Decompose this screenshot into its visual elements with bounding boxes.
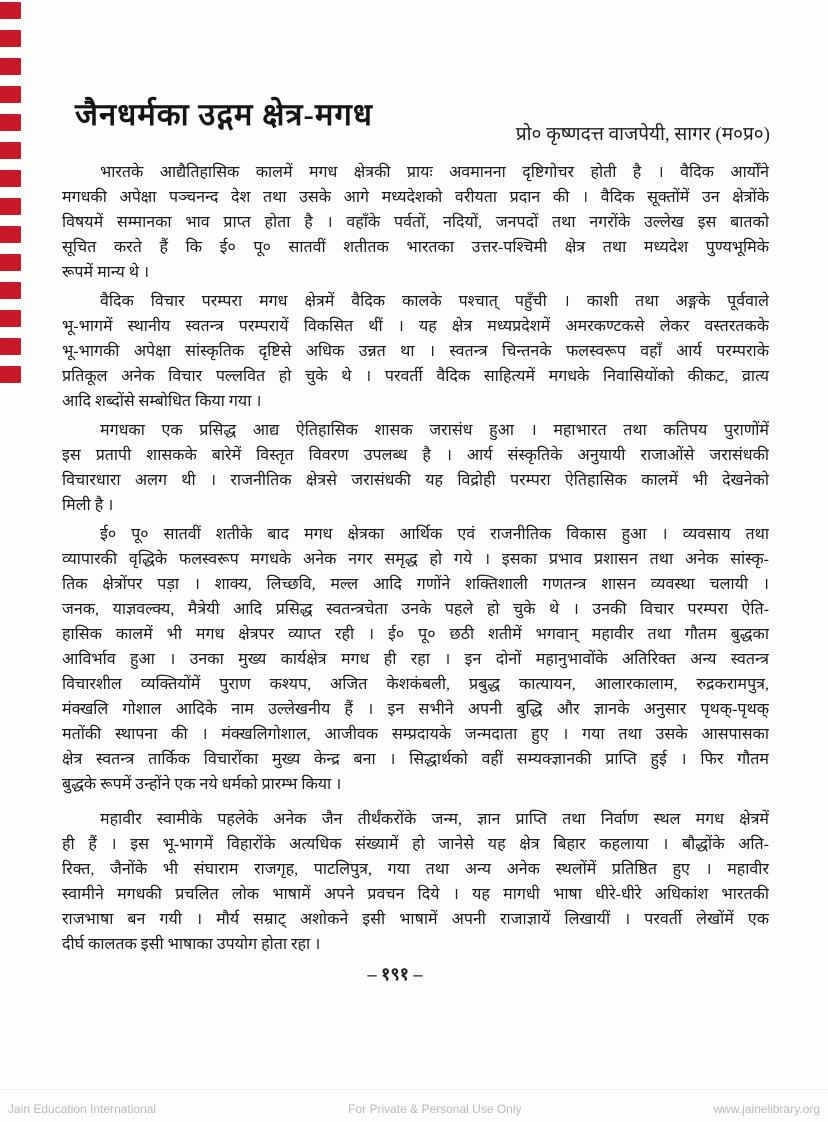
text-line: राजभाषा बन गयी । मौर्य सम्राट् अशोकने इसी भाषामें अपनी राजाज्ञायें लिखायीं । परवर्ती लेखोंमें एक [62, 911, 769, 928]
red-film-strip-marks [0, 2, 21, 383]
red-film-mark [0, 198, 21, 215]
footer-usage-note: For Private & Personal Use Only [348, 1102, 522, 1116]
red-film-mark [0, 58, 21, 75]
red-film-mark [0, 254, 21, 271]
paragraph [62, 522, 769, 797]
text-line: मिली है । [62, 497, 114, 514]
text-line: बुद्धके रूपमें उन्होंने एक नये धर्मको प्रारम्भ किया । [62, 776, 342, 793]
text-line: ई० पू० सातवीं शतीके बाद मगध क्षेत्रका आर्थिक एवं राजनीतिक विकास हुआ । व्यवसाय तथा [100, 526, 769, 543]
footer-publisher: Jain Education International [8, 1102, 157, 1116]
text-line: ही हैं । इस भू-भागमें विहारोंके अत्यधिक संख्यामें हो जानेसे यह क्षेत्र बिहार कहलाया । बौद्धोंके अति- [62, 836, 769, 853]
red-film-mark [0, 282, 21, 299]
page-number: – १९१ – [367, 964, 423, 984]
paragraph [62, 289, 769, 414]
text-line: मगधका एक प्रसिद्ध आद्य ऐतिहासिक शासक जरासंध हुआ । महाभारत तथा कतिपय पुराणोंमें [100, 422, 769, 439]
red-film-mark [0, 86, 21, 103]
paragraph [62, 418, 769, 518]
text-line: भू-भागमें स्थानीय स्वतन्त्र परम्परायें विकसित थीं । यह क्षेत्र मध्यप्रदेशमें अमरकण्टकसे लेकर वस्तरतकके [62, 318, 769, 335]
text-line: रिक्त, जैनोंके भी संघाराम राजगृह, पाटलिपुत्र, गया तथा अन्य अनेक स्थलोंमें प्रतिष्ठित हुए । महावीर [62, 861, 769, 878]
text-line: वैदिक विचार परम्परा मगध क्षेत्रमें वैदिक कालके पश्चात् पहुँची । काशी तथा अङ्गके पूर्ववाले [100, 293, 769, 310]
author-byline: प्रो० कृष्णदत्त वाजपेयी, सागर (म०प्र०) [515, 124, 770, 145]
red-film-mark [0, 366, 21, 383]
text-line: तिक क्षेत्रोंपर पड़ा । शाक्य, लिच्छवि, मल्ल आदि गणोंने शक्तिशाली गणतन्त्र शासन व्यवस्था चलायी । [62, 576, 769, 593]
text-line: मंक्खलि गोशाल आदिके नाम उल्लेखनीय हैं । इन सभीने अपनी बुद्धि और ज्ञानके अनुसार पृथक्-पृथक् [62, 701, 769, 718]
text-line: भू-भागकी अपेक्षा सांस्कृतिक दृष्टिसे अधिक उन्नत था । स्वतन्त्र चिन्तनके फलस्वरूप वहाँ आर्य परम्पराके [62, 343, 769, 360]
red-film-mark [0, 142, 21, 159]
text-line: हासिक कालमें भी मगध क्षेत्रपर व्याप्त रही । ई० पू० छठी शतीमें भगवान् महावीर तथा गौतम बुद्धका [62, 626, 769, 643]
text-line: सूचित करते हैं कि ई० पू० सातवीं शतीतक भारतका उत्तर-पश्चिमी क्षेत्र तथा मध्यदेश पुण्यभूमिके [62, 239, 769, 256]
red-film-mark [0, 338, 21, 355]
text-line: रूपमें मान्य थे । [62, 264, 150, 281]
text-line: मतोंकी स्थापना की । मंक्खलिगोशाल, आजीवक सम्प्रदायके जन्मदाता हुए । गया तथा उसके आसपासका [62, 726, 769, 743]
red-film-mark [0, 114, 21, 131]
red-film-mark [0, 226, 21, 243]
text-line: भारतके आद्यैतिहासिक कालमें मगध क्षेत्रकी प्रायः अवमानना दृष्टिगोचर होती है । वैदिक आर्योंने [100, 164, 769, 181]
text-line: आविर्भाव हुआ । उनका मुख्य कार्यक्षेत्र मगध ही रहा । इन दोनों महानुभावोंके अतिरिक्त अन्य स्वतन्त्र [62, 651, 769, 668]
text-line: क्षेत्र स्वतन्त्र तार्किक विचारोंका मुख्य केन्द्र बना । सिद्धार्थको वहीं सम्यक्ज्ञानकी प्राप्ति हुई । फिर गौतम [62, 751, 769, 768]
text-line: स्वामीने मगधकी प्रचलित लोक भाषामें अपने प्रवचन दिये । यह मागधी भाषा धीरे-धीरे अधिकांश भारतकी [62, 886, 769, 903]
text-line: विषयमें सम्मानका भाव प्राप्त होता है । वहाँके पर्वतों, नदियों, जनपदों तथा नगरोंके उल्लेख इस बातको [62, 214, 769, 231]
paragraph [62, 160, 769, 285]
text-line: जनक, याज्ञवल्क्य, मैत्रेयी आदि प्रसिद्ध स्वतन्त्रचेता उनके पहले हो चुके थे । उनकी विचार परम्परा ऐति- [62, 601, 769, 618]
text-line: दीर्घ कालतक इसी भाषाका उपयोग होता रहा । [62, 936, 321, 953]
red-film-mark [0, 30, 21, 47]
red-film-mark [0, 170, 21, 187]
text-line: विचारशील व्यक्तियोंमें पुराण कश्यप, अजित केशकंबली, प्रबुद्ध कात्यायन, आलारकालाम, रुद्रकरामपुत्र, [62, 676, 769, 693]
article-body [62, 160, 769, 961]
footer-website: www.jainelibrary.org [713, 1102, 820, 1116]
red-film-mark [0, 2, 21, 19]
red-film-mark [0, 310, 21, 327]
page-title: जैनधर्मका उद्गम क्षेत्र-मगध [75, 96, 373, 132]
paragraph [62, 807, 769, 957]
text-line: महावीर स्वामीके पहलेके अनेक जैन तीर्थंकरोंके जन्म, ज्ञान प्राप्ति तथा निर्वाण स्थल मगध क्षेत्रमें [100, 811, 769, 828]
text-line: प्रतिकूल अनेक विचार पल्लवित हो चुके थे । परवर्ती वैदिक साहित्यमें मगधके निवासियोंको कीकट, व्रात्य [62, 368, 769, 385]
text-line: इस प्रतापी शासकके बारेमें विस्तृत विवरण उपलब्ध है । आर्य संस्कृतिके अनुयायी राजाओंसे जरासंधकी [62, 447, 769, 464]
text-line: मगधकी अपेक्षा पञ्चनन्द देश तथा उसके आगे मध्यदेशको वरीयता प्रदान की । वैदिक सूक्तोंमें उन क्षेत्रोंके [62, 189, 769, 206]
text-line: विचारधारा अलग थी । राजनीतिक क्षेत्रसे जरासंधकी यह विद्रोही परम्परा ऐतिहासिक कालमें भी देखनेको [62, 472, 769, 489]
text-line: व्यापारकी वृद्धिके फलस्वरूप मगधके अनेक नगर समृद्ध हो गये । इसका प्रभाव प्रशासन तथा अनेक सांस्कृ- [62, 551, 769, 568]
footer [0, 1089, 828, 1116]
text-line: आदि शब्दोंसे सम्बोधित किया गया । [62, 393, 262, 410]
